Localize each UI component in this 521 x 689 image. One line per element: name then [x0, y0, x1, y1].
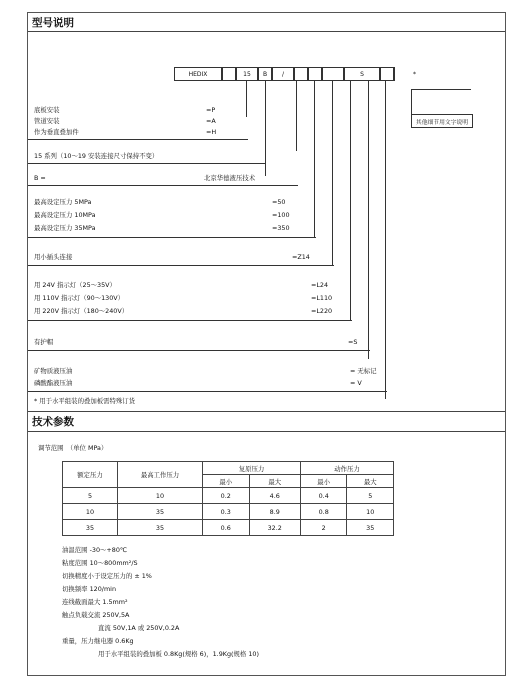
option-label: 管道安装 [34, 117, 60, 125]
table-cell: 0.2 [203, 488, 250, 504]
table-cell: 10 [63, 504, 118, 520]
code-box-star: * [394, 67, 434, 81]
table-cell: 35 [347, 520, 394, 536]
code-box-s: S [344, 67, 380, 81]
option-code: =L24 [311, 281, 329, 289]
table-row [63, 504, 394, 520]
footnote: * 用于水平组装的叠加板需特殊订货 [34, 397, 136, 405]
table-cell: 35 [118, 520, 203, 536]
header-min: 最小 [300, 475, 347, 488]
spec-line: 切换频率 120/min [62, 585, 116, 593]
option-label: 磷酸酯液压油 [34, 379, 73, 387]
header-action: 动作压力 [300, 462, 393, 475]
table-cell: 0.8 [300, 504, 347, 520]
spec-line: 连线截面最大 1.5mm² [62, 598, 128, 606]
option-code: =350 [272, 224, 290, 232]
pressure-table [62, 461, 394, 536]
table-cell: 10 [347, 504, 394, 520]
option-code: =100 [272, 211, 290, 219]
table-cell: 8.9 [249, 504, 300, 520]
option-label: 用 24V 指示灯（25～35V） [34, 281, 116, 289]
option-code: =S [348, 338, 358, 346]
option-label: 有护帽 [34, 338, 54, 346]
spec-line: 触点负载交流 250V,5A [62, 611, 130, 619]
option-code: =P [206, 106, 216, 114]
table-cell: 5 [63, 488, 118, 504]
connector-line [411, 89, 412, 114]
option-code: = 无标记 [350, 367, 377, 375]
option-code: 北京华德液压技术 [204, 174, 256, 182]
table-cell: 10 [118, 488, 203, 504]
table-row [63, 488, 394, 504]
code-box-series-name: HEDIX [174, 67, 222, 81]
option-label: 用 110V 指示灯（90～130V） [34, 294, 125, 302]
spec-line: 用于水平组装的叠加板 0.8Kg(规格 6)，1.9Kg(规格 10) [98, 650, 259, 658]
option-label: 用小插头连接 [34, 253, 73, 261]
header-reset: 复原压力 [203, 462, 301, 475]
tech-section-title: 技术参数 [32, 416, 74, 428]
spec-line: 切换精度小于设定压力的 ± 1% [62, 572, 152, 580]
range-label: 调节范围 （单位 MPa） [38, 444, 108, 452]
table-cell: 0.3 [203, 504, 250, 520]
code-box-slash: / [272, 67, 294, 81]
table-cell: 32.2 [249, 520, 300, 536]
code-box-series: 15 [236, 67, 258, 81]
option-label: 矿物质液压油 [34, 367, 73, 375]
spec-line: 直流 50V,1A 或 250V,0.2A [98, 624, 180, 632]
option-code: =H [206, 128, 217, 136]
option-code: =A [206, 117, 216, 125]
table-cell: 35 [63, 520, 118, 536]
model-section-title: 型号说明 [32, 17, 74, 29]
table-cell: 2 [300, 520, 347, 536]
code-box [380, 67, 394, 81]
spec-line: 粘度范围 10～800mm²/S [62, 559, 138, 567]
option-label: 最高设定压力 10MPa [34, 211, 96, 219]
option-label: 最高设定压力 5MPa [34, 198, 92, 206]
code-box [322, 67, 344, 81]
option-label: B = [34, 174, 46, 182]
spec-line: 重量，压力继电器 0.6Kg [62, 637, 134, 645]
right-note: 其他细节用文字说明 [411, 114, 473, 128]
code-box [308, 67, 322, 81]
option-code: =L220 [311, 307, 333, 315]
code-box [222, 67, 236, 81]
page-frame [27, 12, 506, 676]
section-divider [28, 31, 505, 32]
table-cell: 4.6 [249, 488, 300, 504]
table-row [63, 520, 394, 536]
option-code: =50 [272, 198, 286, 206]
header-min: 最小 [203, 475, 250, 488]
table-cell: 35 [118, 504, 203, 520]
table-cell: 0.6 [203, 520, 250, 536]
table-cell: 0.4 [300, 488, 347, 504]
option-label: 用 220V 指示灯（180～240V） [34, 307, 129, 315]
option-label: 最高设定压力 35MPa [34, 224, 96, 232]
option-label: 底板安装 [34, 106, 60, 114]
option-code: =L110 [311, 294, 333, 302]
option-code: = V [350, 379, 362, 387]
option-label: 作为垂直叠加件 [34, 128, 79, 136]
header-max-value: 最大 [347, 475, 394, 488]
header-rated: 额定压力 [63, 462, 118, 488]
code-box-b: B [258, 67, 272, 81]
table-cell: 5 [347, 488, 394, 504]
connector-line [411, 89, 471, 90]
spec-line: 油温范围 -30～+80℃ [62, 546, 128, 554]
option-code: =Z14 [292, 253, 310, 261]
section-divider [28, 431, 505, 432]
section-divider [28, 411, 505, 412]
option-label: 15 系列（10～19 安装连接尺寸保持不变） [34, 152, 159, 160]
header-max: 最高工作压力 [118, 462, 203, 488]
code-box [294, 67, 308, 81]
header-max-value: 最大 [249, 475, 300, 488]
